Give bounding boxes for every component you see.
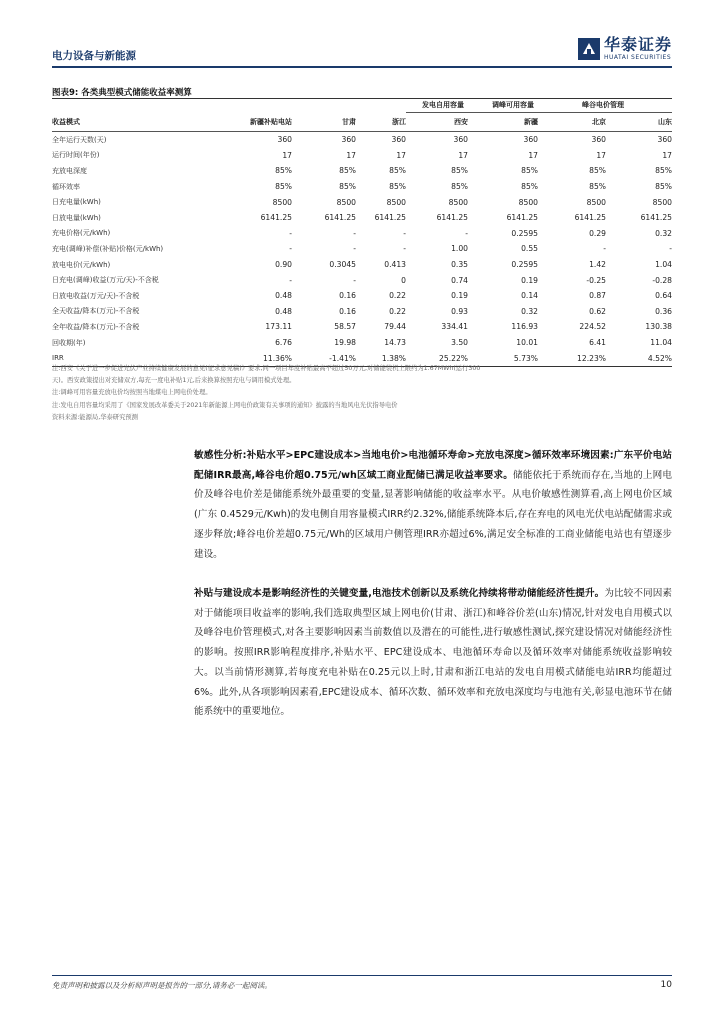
table-cell: - bbox=[669, 244, 672, 254]
table-cell: 85% bbox=[389, 166, 406, 176]
table-row bbox=[52, 272, 672, 288]
table-cell: 0.16 bbox=[339, 306, 356, 316]
table-cell: 85% bbox=[275, 182, 292, 192]
table-cell: 85% bbox=[589, 182, 606, 192]
table-cell: 17 bbox=[458, 150, 468, 160]
table-cell: 8500 bbox=[336, 197, 356, 207]
table-cell: 8500 bbox=[448, 197, 468, 207]
huatai-logo-icon bbox=[578, 38, 600, 60]
table-cell: 5.73% bbox=[468, 350, 538, 366]
table-cell: 0.48 bbox=[275, 306, 292, 316]
table-cell: 6141.25 bbox=[640, 213, 672, 223]
irr-table bbox=[52, 98, 672, 367]
group-header: 峰谷电价管理 bbox=[538, 98, 672, 113]
table-cell: 1.04 bbox=[655, 260, 672, 270]
table-cell: 6141.25 bbox=[506, 213, 538, 223]
table-cell: - bbox=[603, 244, 606, 254]
table-cell: 1.38% bbox=[356, 350, 406, 366]
table-row bbox=[52, 319, 672, 335]
row-label: 充电(调峰)补偿(补贴)价格(元/kWh) bbox=[52, 244, 164, 253]
source-line: 资料来源:能源局,华泰研究预测 bbox=[52, 413, 138, 421]
table-cell: 85% bbox=[521, 182, 538, 192]
row-label: 运行时间(年份) bbox=[52, 151, 100, 160]
table-row bbox=[52, 163, 672, 179]
table-cell: 0.90 bbox=[275, 260, 292, 270]
table-cell: 0.93 bbox=[451, 306, 468, 316]
table-cell: 360 bbox=[277, 135, 292, 145]
column-header: 北京 bbox=[538, 113, 606, 132]
table-cell: 0.35 bbox=[451, 260, 468, 270]
table-cell: 58.57 bbox=[334, 322, 356, 332]
table-cell: 85% bbox=[655, 182, 672, 192]
paragraph-subsidy bbox=[194, 584, 672, 722]
row-label: 日充电(调峰)收益(万元/天)-不含税 bbox=[52, 276, 159, 285]
table-cell: 17 bbox=[662, 150, 672, 160]
table-cell: 116.93 bbox=[511, 322, 538, 332]
row-label: 充放电深度 bbox=[52, 166, 87, 175]
table-cell: 8500 bbox=[518, 197, 538, 207]
table-cell: 4.52% bbox=[606, 350, 672, 366]
table-row bbox=[52, 241, 672, 257]
table-cell: 85% bbox=[389, 182, 406, 192]
table-cell: 0.32 bbox=[521, 306, 538, 316]
table-cell: 85% bbox=[339, 182, 356, 192]
table-cell: 360 bbox=[453, 135, 468, 145]
column-header: 收益模式 bbox=[52, 113, 220, 132]
table-cell: - bbox=[403, 228, 406, 238]
brand-name-en: HUATAI SECURITIES bbox=[603, 54, 672, 61]
brand-logo-block bbox=[578, 37, 672, 61]
column-header: 山东 bbox=[606, 113, 672, 132]
paragraph-heading: 补贴与建设成本是影响经济性的关键变量,电池技术创新以及系统化持续将带动储能经济性提升。 bbox=[194, 588, 605, 599]
table-cell: 360 bbox=[391, 135, 406, 145]
table-cell: 85% bbox=[655, 166, 672, 176]
table-cell: 6141.25 bbox=[436, 213, 468, 223]
brand-name-cn: 华泰证券 bbox=[603, 35, 672, 54]
row-label: 充电价格(元/kWh) bbox=[52, 229, 111, 238]
table-cell: 11.04 bbox=[650, 338, 672, 348]
paragraph-heading: 敏感性分析:补贴水平>EPC建设成本>当地电价>电池循环寿命>充放电深度>循环效率环境因素:广东平价电站配储IRR最高,峰谷电价超0.75元/wh区域工商业配储已满足收益率要求。 bbox=[194, 450, 672, 481]
table-cell: 0.48 bbox=[275, 291, 292, 301]
table-cell: 85% bbox=[451, 166, 468, 176]
table-row bbox=[52, 194, 672, 210]
header-divider bbox=[52, 66, 672, 68]
table-body bbox=[52, 132, 672, 367]
table-cell: 6.41 bbox=[589, 338, 606, 348]
note-line: 注:发电自用容量均采用了《国家发展改革委关于2021年新能源上网电价政策有关事项的通知》披露的当地风电光伏指导电价 bbox=[52, 401, 398, 409]
footer-disclaimer: 免责声明和披露以及分析师声明是报告的一部分,请务必一起阅读。 bbox=[52, 981, 272, 990]
paragraph-sensitivity bbox=[194, 446, 672, 564]
paragraph-body: 为比较不同因素对于储能项目收益率的影响,我们选取典型区域上网电价(甘肃、浙江)和峰谷价差(山东)情况,针对发电自用模式以及峰谷电价管理模式,对各主要影响因素当前数值以及潜在的可能性,进行敏感性测试,探究建设情况对储能经济性的影响。按照IRR影响程度排序,补贴水平、EPC建设成本、电池循环寿命以及循环效率对储能系统收益影响较大。以当前情形测算,若每度充电补贴在0.25元以上时,甘肃和浙江电站的发电自用模式储能电站IRR均能超过6%。此外,从各项影响因素看,EPC建设成本、循环次数、循环效率和充放电深度均与电池有关,彰显电池环节在储能系统中的重要地位。 bbox=[194, 588, 672, 718]
table-cell: 17 bbox=[596, 150, 606, 160]
table-cell: 10.01 bbox=[516, 338, 538, 348]
table-cell: 0.16 bbox=[339, 291, 356, 301]
table-cell: - bbox=[403, 244, 406, 254]
column-header: 西安 bbox=[406, 113, 468, 132]
table-cell: 85% bbox=[275, 166, 292, 176]
group-header: 调峰可用容量 bbox=[468, 98, 538, 113]
table-cell: 0.2595 bbox=[511, 260, 538, 270]
table-cell: 17 bbox=[396, 150, 406, 160]
table-cell: 360 bbox=[341, 135, 356, 145]
section-title: 电力设备与新能源 bbox=[52, 50, 136, 62]
table-row bbox=[52, 226, 672, 242]
table-cell: - bbox=[289, 244, 292, 254]
table-cell: 19.98 bbox=[334, 338, 356, 348]
table-cell: 334.41 bbox=[441, 322, 468, 332]
row-label: 日放电收益(万元/天)-不含税 bbox=[52, 291, 140, 300]
column-header: 浙江 bbox=[356, 113, 406, 132]
table-cell: 85% bbox=[451, 182, 468, 192]
table-header-row bbox=[52, 113, 672, 132]
table-cell: 173.11 bbox=[265, 322, 292, 332]
table-cell: 1.42 bbox=[589, 260, 606, 270]
table-cell: 0.62 bbox=[589, 306, 606, 316]
table-cell: -0.28 bbox=[652, 275, 672, 285]
table-cell: -0.25 bbox=[586, 275, 606, 285]
footer-divider bbox=[52, 975, 672, 976]
table-row bbox=[52, 304, 672, 320]
table-cell: 6141.25 bbox=[260, 213, 292, 223]
table-cell: 0.19 bbox=[521, 275, 538, 285]
table-cell: - bbox=[465, 228, 468, 238]
table-cell: 0.74 bbox=[451, 275, 468, 285]
table-cell: 25.22% bbox=[406, 350, 468, 366]
row-label: 回收期(年) bbox=[52, 338, 86, 347]
table-cell: - bbox=[353, 275, 356, 285]
page-number: 10 bbox=[660, 980, 672, 990]
table-cell: 0.2595 bbox=[511, 228, 538, 238]
table-row bbox=[52, 210, 672, 226]
table-cell: 12.23% bbox=[538, 350, 606, 366]
table-cell: 360 bbox=[591, 135, 606, 145]
table-cell: 0.14 bbox=[521, 291, 538, 301]
table-cell: 0.3045 bbox=[329, 260, 356, 270]
table-cell: 360 bbox=[657, 135, 672, 145]
table-cell: -1.41% bbox=[292, 350, 356, 366]
table-cell: 360 bbox=[523, 135, 538, 145]
row-label: 全天收益/降本(万元)-不含税 bbox=[52, 307, 140, 316]
table-cell: 0.22 bbox=[389, 291, 406, 301]
table-cell: 0.55 bbox=[521, 244, 538, 254]
table-cell: 3.50 bbox=[451, 338, 468, 348]
table-cell: 17 bbox=[528, 150, 538, 160]
table-cell: 0.413 bbox=[384, 260, 406, 270]
row-label: 全年收益/降本(万元)-不含税 bbox=[52, 322, 140, 331]
table-group-row bbox=[52, 98, 672, 113]
table-cell: 17 bbox=[346, 150, 356, 160]
table-cell: 8500 bbox=[652, 197, 672, 207]
table-cell: 0.64 bbox=[655, 291, 672, 301]
table-cell: 17 bbox=[282, 150, 292, 160]
table-cell: 130.38 bbox=[645, 322, 672, 332]
table-cell: 0.29 bbox=[589, 228, 606, 238]
table-cell: 85% bbox=[521, 166, 538, 176]
table-cell: 14.73 bbox=[384, 338, 406, 348]
note-line: 天)。西安政策提出对充储双方,每充一度电补贴1元,后来换算按照充电与调用模式处理。 bbox=[52, 377, 296, 385]
table-cell: 0 bbox=[401, 275, 406, 285]
table-row bbox=[52, 335, 672, 351]
table-row bbox=[52, 288, 672, 304]
table-row bbox=[52, 179, 672, 195]
paragraph-body: 储能依托于系统而存在,当地的上网电价及峰谷电价差是储能系统外最重要的变量,显著影响储能的收益率水平。从电价敏感性测算看,高上网电价区域(广东 0.4529元/Kwh)的发电侧自用容量模式IRR约2.32%,储能系统降本后,存在弃电的风电光伏电站配储需求或逐步释放;峰谷电价差超0.75元/Wh的区域用户侧管理IRR亦超过6%,满足安全标准的工商业储能电站也有望逐步建设。 bbox=[194, 469, 672, 560]
column-header: 新疆 bbox=[468, 113, 538, 132]
table-cell: 11.36% bbox=[220, 350, 292, 366]
table-cell: 6141.25 bbox=[324, 213, 356, 223]
table-cell: 6141.25 bbox=[574, 213, 606, 223]
table-cell: 8500 bbox=[386, 197, 406, 207]
table-notes bbox=[52, 363, 672, 424]
column-header: 新疆补贴电站 bbox=[220, 113, 292, 132]
table-cell: - bbox=[289, 228, 292, 238]
table-cell: 0.36 bbox=[655, 306, 672, 316]
note-line: 注:调峰可用容量充放电价均按照当地煤电上网电价处理。 bbox=[52, 389, 212, 397]
table-row bbox=[52, 132, 672, 148]
row-label: IRR bbox=[52, 350, 220, 366]
table-cell: 0.22 bbox=[389, 306, 406, 316]
table-cell: 6141.25 bbox=[374, 213, 406, 223]
row-label: 日放电量(kWh) bbox=[52, 213, 101, 222]
table-cell: - bbox=[353, 244, 356, 254]
row-label: 放电电价(元/kWh) bbox=[52, 260, 111, 269]
table-cell: - bbox=[353, 228, 356, 238]
row-label: 日充电量(kWh) bbox=[52, 198, 101, 207]
page-header bbox=[0, 0, 724, 72]
table-cell: 1.00 bbox=[451, 244, 468, 254]
column-header: 甘肃 bbox=[292, 113, 356, 132]
table-cell: 0.32 bbox=[655, 228, 672, 238]
note-line: 注:西安《关于进一步促进光伏产业持续健康发展的意见(征求意见稿)》要求,同一项目年度补贴最高不超过50万元,对储能装机上限约为1.67MWh(运行300 bbox=[52, 365, 481, 372]
table-cell: 85% bbox=[589, 166, 606, 176]
row-label: 全年运行天数(天) bbox=[52, 135, 107, 144]
table-cell: 79.44 bbox=[384, 322, 406, 332]
table-cell: - bbox=[289, 275, 292, 285]
table-row bbox=[52, 148, 672, 164]
table-cell: 8500 bbox=[272, 197, 292, 207]
table-row bbox=[52, 257, 672, 273]
table-cell: 0.87 bbox=[589, 291, 606, 301]
row-label: 循环效率 bbox=[52, 182, 80, 191]
table-cell: 85% bbox=[339, 166, 356, 176]
table-cell: 0.19 bbox=[451, 291, 468, 301]
table-cell: 224.52 bbox=[579, 322, 606, 332]
table-cell: 6.76 bbox=[275, 338, 292, 348]
group-header: 发电自用容量 bbox=[406, 98, 468, 113]
figure-title: 图表9: 各类典型模式储能收益率测算 bbox=[52, 88, 192, 98]
table-cell: 8500 bbox=[586, 197, 606, 207]
